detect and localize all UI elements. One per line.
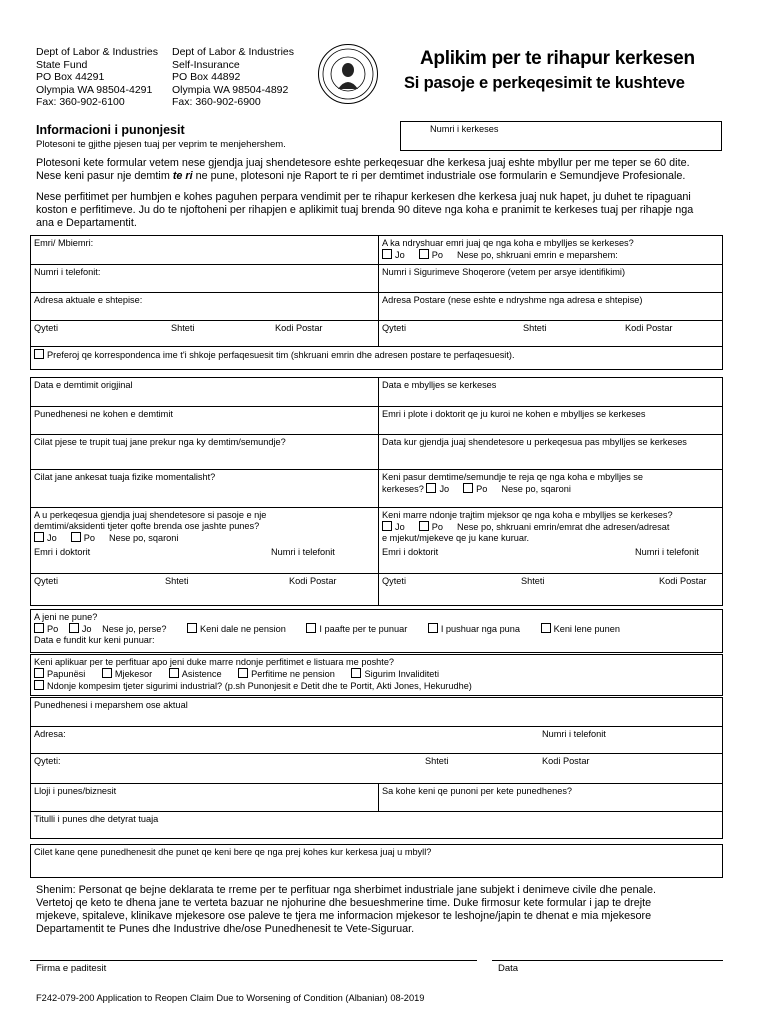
certification-notice: Shenim: Personat qe bejne deklarata te rreme per te perfituar nga sherbimet industriale jane subjekt i denimeve civile dhe penale. Vertetoj qe keto te dhena jane te verteta bazuar ne njohurine dhe besueshmerine time. Duke firmosur kete formular i jap te drejte mjekeve, spitaleve, klinikave mjekesore ose paleve te tjera me informacion mjekesor te leshojne/japin te dhenat e mia mjekesore Departamentit te Punes dhe Industrive dhe/ose Punedhenesit te Vete-Siguruar. [36,884,656,935]
self-insurance-address: Dept of Labor & Industries Self-Insurance PO Box 44892 Olympia WA 98504-4892 Fax: 360-902-6900 [172,46,294,108]
disability-checkbox[interactable] [351,668,361,678]
other-employers-field[interactable]: Cilet kane qene punedhenesit dhe punet qe keni bere qe nga prej kohes kur kerkesa juaj u mbyll? [30,844,723,878]
section-heading: Informacioni i punonjesit [36,123,185,137]
unable-checkbox[interactable] [306,623,316,633]
quit-checkbox[interactable] [541,623,551,633]
other-accident-no-checkbox[interactable] [34,532,44,542]
complaints-field[interactable]: Cilat jane ankesat tuaja fizike momentalisht? [31,469,378,507]
other-comp-checkbox[interactable] [34,680,44,690]
injury-info-table [30,377,723,606]
name-changed-yes-checkbox[interactable] [419,249,429,259]
last-worked-field[interactable]: Data e fundit kur keni punuar: [34,635,155,645]
prev-employer-field[interactable]: Punedhenesi i meparshem ose aktual [34,700,188,710]
new-injury-yes-checkbox[interactable] [463,483,473,493]
closure-date-field[interactable]: Data e mbylljes se kerkeses [378,378,723,406]
phone-field[interactable]: Numri i telefonit: [31,264,378,292]
how-long-field[interactable]: Sa kohe keni qe punoni per kete punedhenes? [378,783,723,811]
retired-checkbox[interactable] [187,623,197,633]
ssn-field[interactable]: Numri i Sigurimeve Shoqerore (vetem per arsye identifikimi) [378,264,723,292]
laid-off-checkbox[interactable] [428,623,438,633]
form-title: Aplikim per te rihapur kerkesen [420,48,695,69]
date-label: Data [498,963,519,974]
home-address-field[interactable]: Adresa aktuale e shtepise: [31,292,378,320]
doctor-name-row-left[interactable]: Emri i doktorit Numri i telefonit [34,547,335,557]
new-injury-no-checkbox[interactable] [426,483,436,493]
form-id: F242-079-200 Application to Reopen Claim Due to Worsening of Condition (Albanian) 08-2019 [36,993,425,1003]
medicare-checkbox[interactable] [102,668,112,678]
employer-info-table [30,697,723,839]
claim-number-field[interactable] [400,121,722,151]
representative-checkbox[interactable] [34,349,44,359]
claim-number-label: Numri i kerkeses [430,124,499,134]
employer-city-field[interactable]: Qyteti: Shteti Kodi Postar [31,753,723,783]
doctor-name-row-right[interactable]: Emri i doktorit Numri i telefonit [378,545,723,573]
working-yes-checkbox[interactable] [34,623,44,633]
mail-address-field[interactable]: Adresa Postare (nese eshte e ndryshme nga adresa e shtepise) [378,292,723,320]
state-seal-icon [318,44,378,104]
name-changed-no-checkbox[interactable] [382,249,392,259]
signature-label: Firma e paditesit [36,963,107,974]
doctor-city-row-left[interactable]: Qyteti Shteti Kodi Postar [31,573,378,606]
pension-checkbox[interactable] [238,668,248,678]
doctor-full-name-field[interactable]: Emri i plote i doktorit qe ju kuroi ne kohen e mbylljes se kerkeses [378,406,723,434]
job-title-field[interactable]: Titulli i punes dhe detyrat tuaja [31,811,723,839]
personal-info-table [30,235,723,370]
name-changed-field[interactable]: A ka ndryshuar emri juaj qe nga koha e mbylljes se kerkeses? Jo Po Nese po, shkruani emrin e meparshem: [378,236,723,264]
benefits-notice-paragraph: Nese perfitimet per humbjen e kohes paguhen perpara vendimit per te rihapur kerkesen dhe kerkesa juaj nuk hapet, ju duhet te ripaguani koston e perfitimeve. Ju do te njoftoheni per rihapjen e aplikimit tuaj brenda 90 diteve nga koha e pranimit te kerkeses tuaj per rihapje nga ana e Departamentit. [36,191,694,229]
employment-status-box: A jeni ne pune? Po Jo Nese jo, perse? Keni dale ne pension I paafte per te punuar I pushuar nga puna Keni lene punen Data e fundit kur keni punuar: [30,609,723,653]
treatment-field[interactable]: Keni marre ndonje trajtim mjeksor qe nga koha e mbylljes se kerkeses? Jo Po Nese po, shkruani emrin/emrat dhe adresen/adresat e mjekut/mjekeve qe ju kane kuruar. [378,507,723,547]
new-injury-field[interactable]: Keni pasur demtime/semundje te reja qe nga koha e mbylljes se kerkeses? Jo Po Nese po, sqaroni [378,469,723,507]
injury-date-field[interactable]: Data e demtimit origjinal [34,380,133,390]
other-accident-yes-checkbox[interactable] [71,532,81,542]
section-note: Plotesoni te gjithe pjesen tuaj per veprim te menjehershem. [36,139,286,150]
treatment-no-checkbox[interactable] [382,521,392,531]
treatment-yes-checkbox[interactable] [419,521,429,531]
doctor-city-row-right[interactable]: Qyteti Shteti Kodi Postar [378,573,723,606]
form-subtitle: Si pasoje e perkeqesimit te kushteve [404,74,685,92]
name-field[interactable]: Emri/ Mbiemri: [34,238,94,248]
body-parts-field[interactable]: Cilat pjese te trupit tuaj jane prekur nga ky demtim/semundje? [31,434,378,469]
worsened-date-field[interactable]: Data kur gjendja juaj shendetesore u perkeqesua pas mbylljes se kerkeses [378,434,723,469]
home-city-row[interactable]: Qyteti Shteti Kodi Postar [31,320,378,346]
working-no-checkbox[interactable] [69,623,79,633]
mail-city-row[interactable]: Qyteti Shteti Kodi Postar [378,320,723,346]
date-line[interactable] [492,960,723,961]
state-fund-address: Dept of Labor & Industries State Fund PO Box 44291 Olympia WA 98504-4291 Fax: 360-902-6100 [36,46,158,108]
other-accident-field[interactable]: A u perkeqesua gjendja juaj shendetesore si pasoje e nje demtimi/aksidenti tjeter qofte brenda ose jashte punes? Jo Po Nese po, sqaroni [31,507,378,547]
intro-paragraph: Plotesoni kete formular vetem nese gjendja juaj shendetesore eshte perkeqesuar dhe kerkesa juaj eshte mbyllur per me teper se 60 dite. Nese keni pasur nje demtim te ri ne pune, plotesoni nje Raport te ri per demtimet industriale ose formularin e Semundjeve Profesionale. [36,157,690,182]
business-type-field[interactable]: Lloji i punes/biznesit [31,783,378,811]
other-benefits-box: Keni aplikuar per te perfituar apo jeni duke marre ndonje perfitimet e listuara me poshte? Papunësi Mjekesor Asistence Perfitime ne pension Sigurim Invaliditeti Ndonje kompesim tjeter sigurimi industrial? (p.sh Punonjesit e Detit dhe te Portit, Akti Jones, Hekurudhe) [30,654,723,696]
employer-address-field[interactable]: Adresa: Numri i telefonit [31,726,723,753]
representative-row[interactable]: Preferoj qe korrespondenca ime t'i shkoje perfaqesuesit tim (shkruani emrin dhe adresen postare te perfaqesuesit). [31,346,723,370]
unemployment-checkbox[interactable] [34,668,44,678]
employer-at-injury-field[interactable]: Punedhenesi ne kohen e demtimit [31,406,378,434]
signature-line[interactable] [30,960,477,961]
assistance-checkbox[interactable] [169,668,179,678]
